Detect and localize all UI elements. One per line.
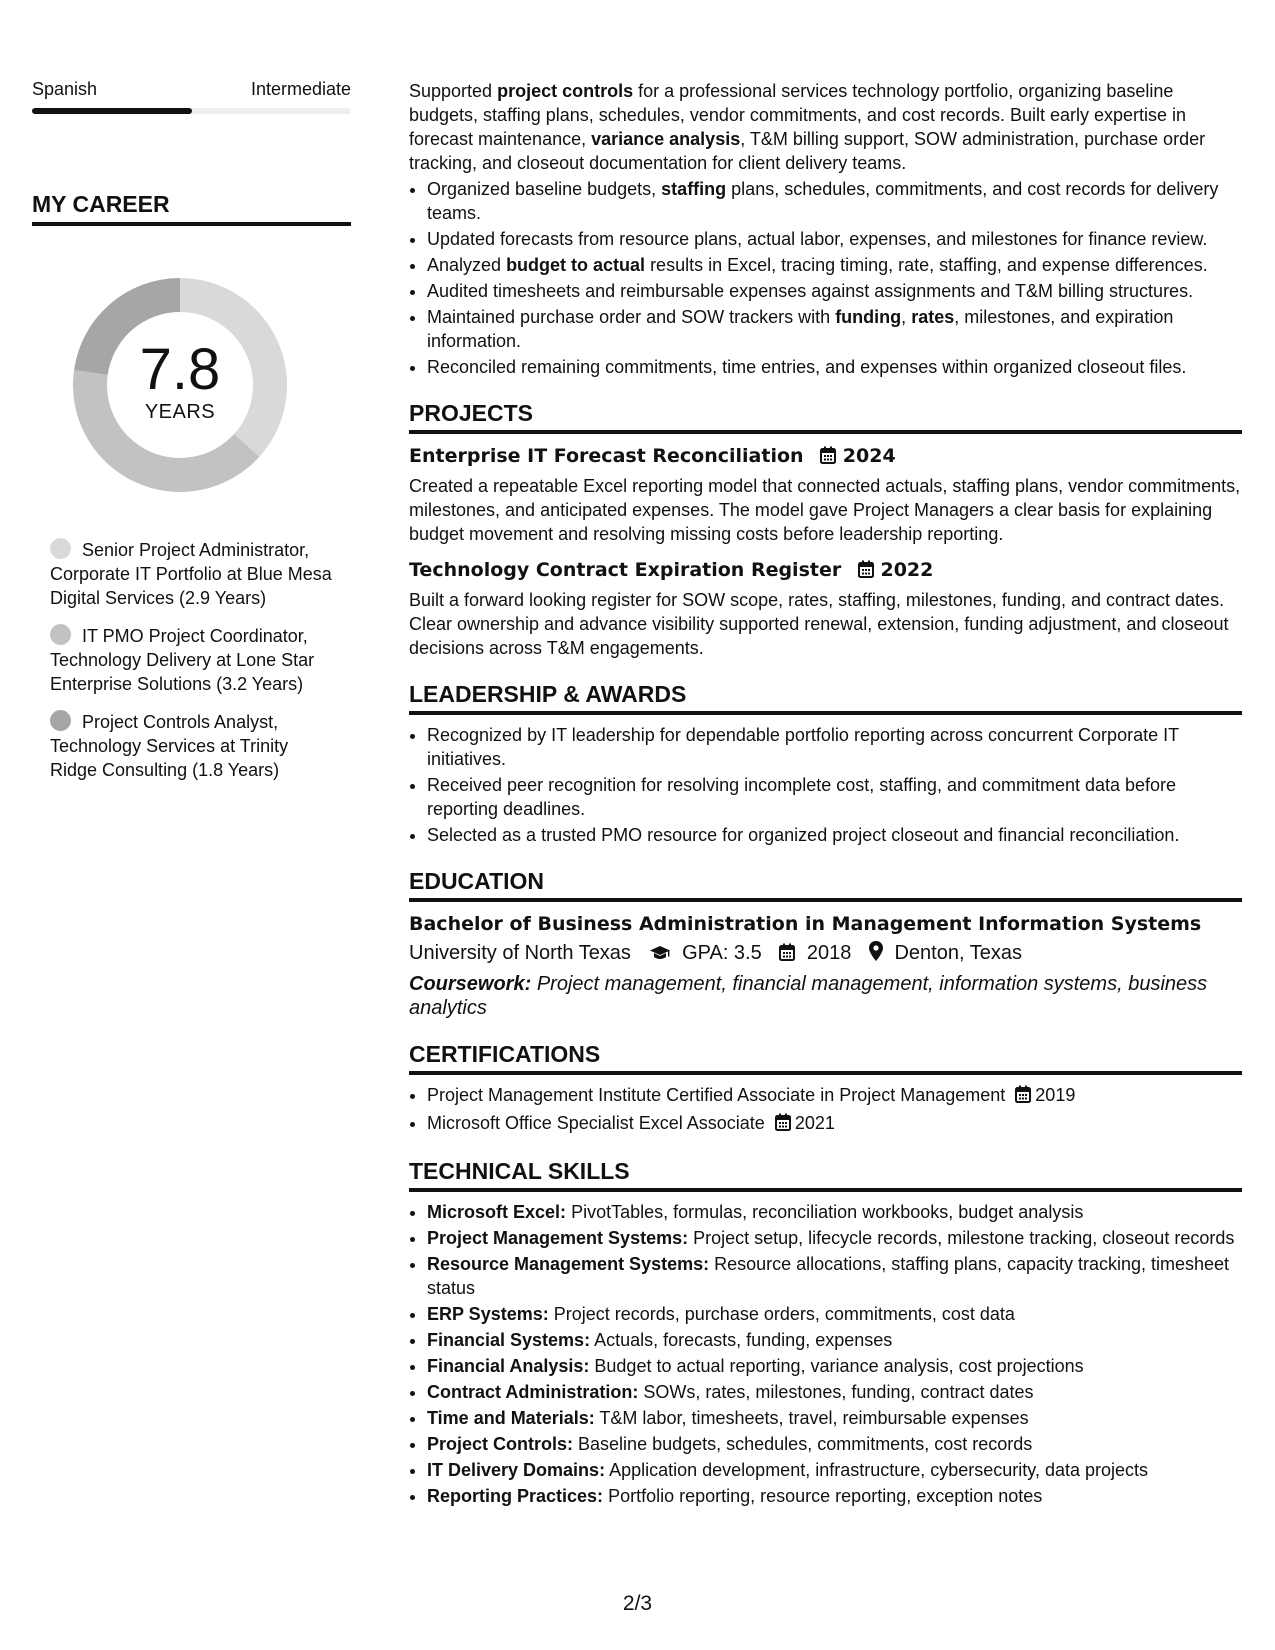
education-location: Denton, Texas — [894, 942, 1022, 964]
experience-bullet — [427, 279, 1242, 303]
skill-label: Reporting Practices: — [427, 1486, 604, 1506]
language-row — [32, 78, 351, 100]
skill-text: Budget to actual reporting, variance analysis, cost projections — [594, 1356, 1084, 1376]
skill-label: Project Management Systems: — [427, 1228, 689, 1248]
project-year: 2022 — [880, 559, 934, 581]
calendar-icon — [779, 942, 795, 968]
career-donut-chart — [65, 270, 295, 500]
calendar-icon — [858, 560, 874, 584]
career-legend-item — [50, 624, 340, 696]
skill-label: Financial Analysis: — [427, 1356, 590, 1376]
skill-text: Project setup, lifecycle records, milestone tracking, closeout records — [693, 1228, 1235, 1248]
project-year: 2024 — [842, 445, 896, 467]
education-degree: Bachelor of Business Administration in Management Information Systems — [409, 913, 1202, 935]
language-proficiency-fill — [32, 108, 192, 114]
certifications-list — [409, 1083, 1242, 1137]
bullet-text: Analyzed — [427, 255, 507, 275]
certification-year: 2019 — [1035, 1085, 1076, 1105]
bullet-bold: budget to actual — [506, 255, 646, 275]
career-heading: MY CAREER — [32, 190, 351, 226]
bullet-text: Audited timesheets and reimbursable expenses against assignments and T&M billing structures. — [427, 281, 1194, 301]
education-school: University of North Texas — [409, 942, 631, 964]
education-coursework — [409, 972, 1242, 1020]
skill-text: Project records, purchase orders, commitments, cost data — [553, 1304, 1015, 1324]
career-legend-item — [50, 710, 340, 782]
certification-year: 2021 — [794, 1113, 835, 1133]
skill-item — [427, 1432, 1242, 1456]
skill-item — [427, 1200, 1242, 1224]
skill-item — [427, 1328, 1242, 1352]
skill-item — [427, 1302, 1242, 1326]
leadership-item: • Recognized by IT leadership for dependable portfolio reporting across concurrent Corporate IT initiatives. — [427, 723, 1242, 771]
skill-text: Baseline budgets, schedules, commitments, cost records — [578, 1434, 1033, 1454]
skill-text: Application development, infrastructure, cybersecurity, data projects — [609, 1460, 1149, 1480]
sidebar — [32, 78, 351, 796]
career-legend-item — [50, 538, 340, 610]
skill-item — [427, 1484, 1242, 1508]
bullet-bold: rates — [911, 307, 955, 327]
skill-text: Resource allocations, staffing plans, capacity tracking, timesheet status — [427, 1254, 1230, 1298]
calendar-icon — [775, 1113, 791, 1137]
project-title-row — [409, 558, 1242, 584]
bullet-bold: staffing — [661, 179, 727, 199]
location-pin-icon — [869, 941, 883, 968]
main-content — [409, 79, 1242, 1510]
education-year: 2018 — [806, 942, 852, 964]
projects-heading: PROJECTS — [409, 399, 1242, 434]
certifications-heading: CERTIFICATIONS — [409, 1040, 1242, 1075]
certification-name: Project Management Institute Certified Associate in Project Management — [427, 1085, 1006, 1105]
skill-text: SOWs, rates, milestones, funding, contract dates — [643, 1382, 1034, 1402]
experience-bullet — [427, 253, 1242, 277]
certification-item — [427, 1083, 1242, 1109]
coursework-label: Coursework: — [409, 973, 532, 995]
bullet-bold: funding — [835, 307, 902, 327]
bullet-text: results in Excel, tracing timing, rate, staffing, and expense differences. — [645, 255, 1208, 275]
skill-label: Resource Management Systems: — [427, 1254, 710, 1274]
education-gpa: GPA: 3.5 — [682, 942, 762, 964]
legend-dot-icon — [50, 624, 71, 645]
experience-bullet — [427, 355, 1242, 379]
skills-heading: TECHNICAL SKILLS — [409, 1157, 1242, 1192]
skill-text: T&M labor, timesheets, travel, reimbursable expenses — [599, 1408, 1029, 1428]
skill-item — [427, 1458, 1242, 1482]
skill-label: Contract Administration: — [427, 1382, 639, 1402]
leadership-item: • Received peer recognition for resolving incomplete cost, staffing, and commitment data before reporting deadlines. — [427, 773, 1242, 821]
project-title: Enterprise IT Forecast Reconciliation — [409, 445, 804, 467]
education-meta — [409, 940, 1242, 968]
education-heading: EDUCATION — [409, 867, 1242, 902]
experience-bullet — [427, 227, 1242, 251]
certification-item — [427, 1111, 1242, 1137]
career-role-text: IT PMO Project Coordinator, Technology Delivery at Lone Star Enterprise Solutions (3.2 Years) — [50, 626, 315, 694]
leadership-item: • Selected as a trusted PMO resource for organized project closeout and financial reconciliation. — [427, 823, 1242, 847]
experience-bullets — [409, 177, 1242, 379]
total-years-unit: YEARS — [144, 401, 216, 423]
legend-dot-icon — [50, 710, 71, 731]
bullet-text: Maintained purchase order and SOW trackers with — [427, 307, 836, 327]
summary-text: Supported — [409, 81, 498, 101]
donut-center — [65, 270, 295, 500]
experience-bullet — [427, 177, 1242, 225]
career-role-text: Senior Project Administrator, Corporate IT Portfolio at Blue Mesa Digital Services (2.9 Years) — [50, 540, 332, 608]
calendar-icon — [1015, 1085, 1031, 1109]
project-description: Created a repeatable Excel reporting model that connected actuals, staffing plans, vendor commitments, milestones, and anticipated expenses. The model gave Project Managers a clear basis for explaining budget movement and resolving missing costs before leadership reporting. — [409, 476, 1241, 544]
career-legend — [50, 538, 340, 782]
certification-name: Microsoft Office Specialist Excel Associate — [427, 1113, 765, 1133]
summary-text: for a professional services technology portfolio, organizing baseline budgets, staffing plans, schedules, vendor commitments, and cost records. Built early expertise in forecast maintenance, — [409, 81, 1187, 149]
skill-label: Financial Systems: — [427, 1330, 591, 1350]
project-description: Built a forward looking register for SOW scope, rates, staffing, milestones, funding, and contract dates. Clear ownership and advance visibility supported renewal, extension, funding adjustment, and closeout decisions across T&M engagements. — [409, 590, 1229, 658]
experience-bullet — [427, 305, 1242, 353]
graduation-cap-icon — [649, 942, 671, 968]
project-title-row — [409, 444, 1242, 470]
skill-label: Project Controls: — [427, 1434, 574, 1454]
skill-label: IT Delivery Domains: — [427, 1460, 606, 1480]
legend-dot-icon — [50, 538, 71, 559]
summary-bold: project controls — [497, 81, 634, 101]
skill-label: ERP Systems: — [427, 1304, 549, 1324]
calendar-icon — [820, 446, 836, 470]
skill-item — [427, 1226, 1242, 1250]
language-level: Intermediate — [250, 79, 351, 99]
skill-item — [427, 1252, 1242, 1300]
leadership-heading: LEADERSHIP & AWARDS — [409, 680, 1242, 715]
skill-text: PivotTables, formulas, reconciliation workbooks, budget analysis — [571, 1202, 1084, 1222]
bullet-text: , — [901, 307, 912, 327]
bullet-text: Updated forecasts from resource plans, actual labor, expenses, and milestones for finance review. — [427, 229, 1208, 249]
skill-label: Microsoft Excel: — [427, 1202, 567, 1222]
skill-text: Portfolio reporting, resource reporting, exception notes — [608, 1486, 1043, 1506]
summary-bold: variance analysis — [591, 129, 741, 149]
summary-text: , T&M billing support, SOW administration, purchase order tracking, and closeout documentation for client delivery teams. — [409, 129, 1206, 173]
experience-summary — [409, 79, 1242, 175]
skill-text: Actuals, forecasts, funding, expenses — [594, 1330, 893, 1350]
skill-item — [427, 1354, 1242, 1378]
bullet-text: Organized baseline budgets, — [427, 179, 662, 199]
leadership-list — [409, 723, 1242, 847]
skill-item — [427, 1406, 1242, 1430]
bullet-text: , milestones, and expiration information. — [427, 307, 1174, 351]
bullet-text: Reconciled remaining commitments, time entries, and expenses within organized closeout files. — [427, 357, 1187, 377]
project-title: Technology Contract Expiration Register — [409, 559, 842, 581]
coursework-text: Project management, financial management, information systems, business analytics — [409, 973, 1208, 1019]
language-name: Spanish — [32, 79, 98, 99]
skill-label: Time and Materials: — [427, 1408, 595, 1428]
total-years-value: 7.8 — [139, 337, 221, 402]
skill-item — [427, 1380, 1242, 1404]
skills-list — [409, 1200, 1242, 1508]
language-proficiency-bar — [32, 108, 351, 114]
career-role-text: Project Controls Analyst, Technology Services at Trinity Ridge Consulting (1.8 Years) — [50, 712, 289, 780]
bullet-text: plans, schedules, commitments, and cost records for delivery teams. — [427, 179, 1219, 223]
page-number: 2/3 — [622, 1592, 653, 1615]
